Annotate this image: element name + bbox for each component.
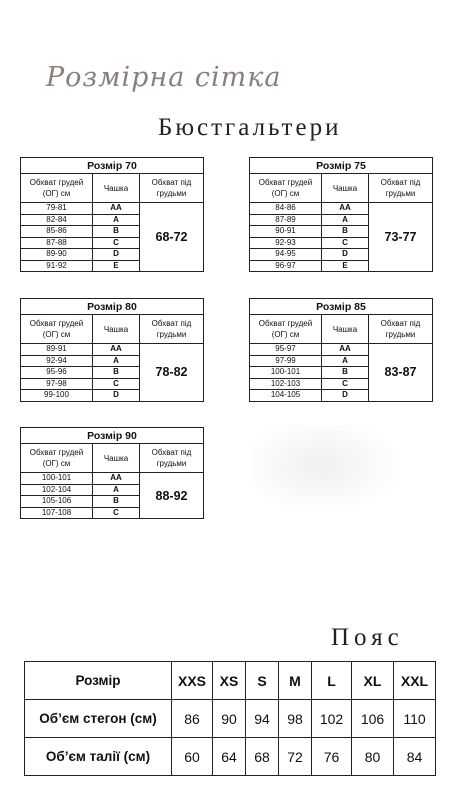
cup-cell: C: [93, 237, 140, 249]
belt-size-label: Розмір: [25, 662, 172, 700]
cup-cell: D: [322, 249, 369, 261]
belt-waist-label: Об’єм талії (см): [25, 738, 172, 776]
belt-size-cell: S: [246, 662, 279, 700]
bra-size-table: [20, 427, 204, 519]
bra-size-table: [20, 157, 204, 272]
cup-cell: B: [93, 367, 140, 379]
bra-table-title: Розмір 85: [250, 299, 433, 315]
bust-cell: 87-89: [250, 214, 322, 226]
background-smudge: [254, 425, 404, 515]
cup-header: Чашка: [93, 315, 140, 344]
belt-hips-cell: 110: [394, 700, 436, 738]
bust-header: Обхват грудей (ОГ) см: [250, 315, 322, 344]
cup-header: Чашка: [322, 174, 369, 203]
belt-size-cell: M: [279, 662, 312, 700]
cup-cell: A: [322, 355, 369, 367]
cup-cell: A: [93, 484, 140, 496]
bra-size-table: [249, 157, 433, 272]
bust-header: Обхват грудей (ОГ) см: [21, 174, 93, 203]
cup-cell: AA: [93, 203, 140, 215]
belt-size-cell: XXL: [394, 662, 436, 700]
bust-cell: 102-104: [21, 484, 93, 496]
bust-cell: 87-88: [21, 237, 93, 249]
belt-waist-row: [25, 738, 436, 776]
belt-waist-cell: 72: [279, 738, 312, 776]
belt-hips-cell: 86: [172, 700, 213, 738]
bust-header: Обхват грудей (ОГ) см: [21, 444, 93, 473]
cup-cell: AA: [93, 473, 140, 485]
belt-waist-cell: 80: [352, 738, 394, 776]
cup-cell: C: [322, 237, 369, 249]
bust-cell: 102-103: [250, 378, 322, 390]
belt-waist-cell: 60: [172, 738, 213, 776]
belt-sizes-row: [25, 662, 436, 700]
bust-cell: 89-90: [21, 249, 93, 261]
bust-cell: 95-96: [21, 367, 93, 379]
belt-size-cell: XS: [213, 662, 246, 700]
bust-cell: 85-86: [21, 226, 93, 238]
underbust-header: Обхват під грудьми: [369, 315, 433, 344]
belt-waist-cell: 84: [394, 738, 436, 776]
cup-header: Чашка: [93, 174, 140, 203]
belt-hips-cell: 106: [352, 700, 394, 738]
bra-table-row: [250, 344, 433, 356]
bust-header: Обхват грудей (ОГ) см: [21, 315, 93, 344]
title-belt: Пояс: [331, 624, 404, 651]
bra-table-row: [21, 203, 204, 215]
belt-hips-cell: 90: [213, 700, 246, 738]
cup-header: Чашка: [322, 315, 369, 344]
bra-table-row: [21, 473, 204, 485]
bust-cell: 89-91: [21, 344, 93, 356]
title-script: Розмірна сітка: [46, 62, 282, 93]
cup-cell: D: [93, 249, 140, 261]
bust-cell: 107-108: [21, 507, 93, 519]
bust-cell: 79-81: [21, 203, 93, 215]
bust-cell: 100-101: [250, 367, 322, 379]
bust-cell: 92-94: [21, 355, 93, 367]
cup-cell: C: [93, 507, 140, 519]
belt-waist-cell: 76: [312, 738, 352, 776]
belt-hips-label: Об’єм стегон (см): [25, 700, 172, 738]
belt-waist-cell: 68: [246, 738, 279, 776]
belt-size-table: [24, 661, 436, 776]
cup-cell: B: [322, 226, 369, 238]
bra-table-row: [250, 203, 433, 215]
bust-cell: 94-95: [250, 249, 322, 261]
underbust-cell: 68-72: [140, 203, 204, 272]
bust-cell: 95-97: [250, 344, 322, 356]
belt-hips-cell: 98: [279, 700, 312, 738]
cup-cell: AA: [93, 344, 140, 356]
bust-cell: 96-97: [250, 260, 322, 272]
bust-cell: 82-84: [21, 214, 93, 226]
underbust-header: Обхват під грудьми: [140, 315, 204, 344]
bust-header: Обхват грудей (ОГ) см: [250, 174, 322, 203]
cup-cell: B: [93, 496, 140, 508]
cup-cell: AA: [322, 203, 369, 215]
underbust-header: Обхват під грудьми: [369, 174, 433, 203]
bust-cell: 97-98: [21, 378, 93, 390]
bra-table-title: Розмір 75: [250, 158, 433, 174]
cup-cell: C: [322, 378, 369, 390]
bra-size-table: [20, 298, 204, 402]
underbust-cell: 83-87: [369, 344, 433, 402]
underbust-header: Обхват під грудьми: [140, 444, 204, 473]
title-bras: Бюстгальтери: [158, 114, 342, 141]
cup-cell: A: [322, 214, 369, 226]
belt-hips-cell: 94: [246, 700, 279, 738]
cup-cell: C: [93, 378, 140, 390]
cup-cell: AA: [322, 344, 369, 356]
belt-size-cell: L: [312, 662, 352, 700]
underbust-cell: 78-82: [140, 344, 204, 402]
cup-cell: D: [93, 390, 140, 402]
underbust-cell: 73-77: [369, 203, 433, 272]
cup-header: Чашка: [93, 444, 140, 473]
underbust-cell: 88-92: [140, 473, 204, 519]
bra-size-table: [249, 298, 433, 402]
cup-cell: E: [322, 260, 369, 272]
cup-cell: D: [322, 390, 369, 402]
bust-cell: 92-93: [250, 237, 322, 249]
belt-size-cell: XL: [352, 662, 394, 700]
bra-table-title: Розмір 80: [21, 299, 204, 315]
bra-table-title: Розмір 90: [21, 428, 204, 444]
bra-table-row: [21, 344, 204, 356]
belt-waist-cell: 64: [213, 738, 246, 776]
belt-hips-cell: 102: [312, 700, 352, 738]
belt-hips-row: [25, 700, 436, 738]
cup-cell: E: [93, 260, 140, 272]
bust-cell: 97-99: [250, 355, 322, 367]
bust-cell: 99-100: [21, 390, 93, 402]
bust-cell: 105-106: [21, 496, 93, 508]
underbust-header: Обхват під грудьми: [140, 174, 204, 203]
cup-cell: A: [93, 214, 140, 226]
cup-cell: A: [93, 355, 140, 367]
bust-cell: 104-105: [250, 390, 322, 402]
bra-table-title: Розмір 70: [21, 158, 204, 174]
bust-cell: 100-101: [21, 473, 93, 485]
cup-cell: B: [93, 226, 140, 238]
bust-cell: 91-92: [21, 260, 93, 272]
belt-size-cell: XXS: [172, 662, 213, 700]
cup-cell: B: [322, 367, 369, 379]
bust-cell: 90-91: [250, 226, 322, 238]
bust-cell: 84-86: [250, 203, 322, 215]
